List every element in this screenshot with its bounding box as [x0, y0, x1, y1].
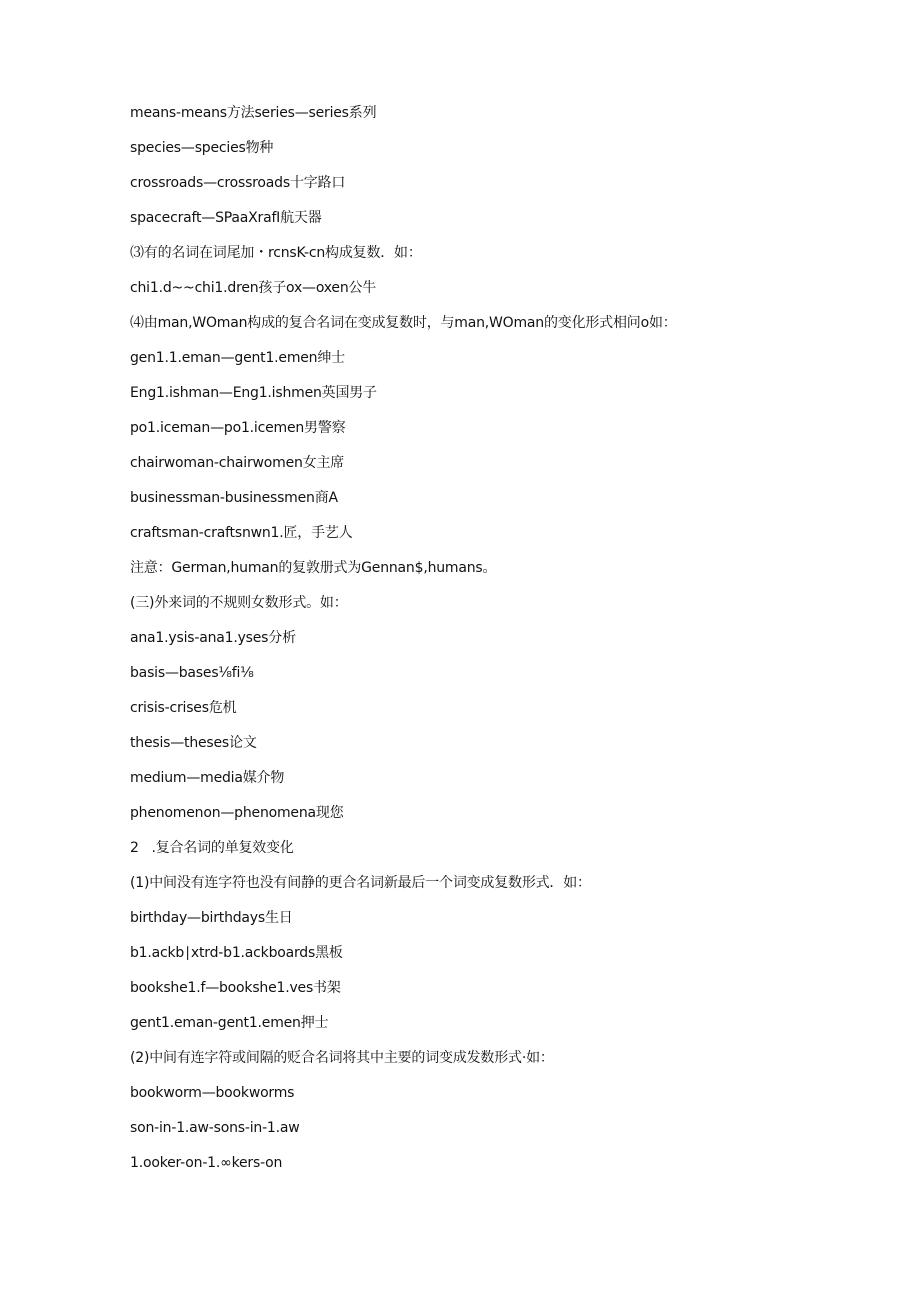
text-line: birthday—birthdays生日 — [130, 910, 293, 926]
text-line: crisis-crises危机 — [130, 700, 237, 716]
text-line: ana1.ysis-ana1.yses分析 — [130, 630, 296, 646]
text-line: businessman-businessmen商A — [130, 490, 338, 506]
text-line: bookworm—bookworms — [130, 1085, 295, 1101]
text-line: b1.ackb∣xtrd-b1.ackboards黑板 — [130, 945, 343, 961]
text-line: phenomenon—phenomena现您 — [130, 805, 344, 821]
text-line: chi1.d~~chi1.dren孩子ox—oxen公牛 — [130, 280, 377, 296]
text-line: 1.ooker-on-1.∞kers-on — [130, 1155, 283, 1171]
text-line: 2 .复合名词的单复效变化 — [130, 840, 294, 856]
text-line: Eng1.ishman—Eng1.ishmen英国男子 — [130, 385, 377, 401]
text-line: chairwoman-chairwomen女主席 — [130, 455, 345, 471]
document-body — [130, 103, 850, 1188]
text-line: (2)中间有连字符或间隔的贬合名词将其中主要的词变成发数形式·如： — [130, 1050, 554, 1066]
text-line: son-in-1.aw-sons-in-1.aw — [130, 1120, 300, 1136]
text-line: basis—bases⅛fi⅛ — [130, 665, 254, 681]
text-line: 注意：German,human的复敦册式为Gennan$,humans。 — [130, 560, 497, 576]
text-line: gen1.1.eman—gent1.emen绅士 — [130, 350, 345, 366]
text-line: po1.iceman—po1.icemen男警察 — [130, 420, 346, 436]
text-line: (三)外来词的不规则女数形式。如： — [130, 595, 348, 611]
text-line: spacecraft—SPaaXrafI航天器 — [130, 210, 322, 226]
text-line: species—species物种 — [130, 140, 274, 156]
text-line: means-means方法series—series系列 — [130, 105, 377, 121]
text-line: ⑶有的名词在词尾加・rcnsK-cn构成复数．如： — [130, 245, 422, 261]
text-line: bookshe1.f—bookshe1.ves书架 — [130, 980, 341, 996]
text-line: thesis—theses论文 — [130, 735, 257, 751]
text-line: medium—media媒介物 — [130, 770, 285, 786]
text-line: gent1.eman-gent1.emen押士 — [130, 1015, 329, 1031]
text-line: crossroads—crossroads十字路口 — [130, 175, 346, 191]
text-line: (1)中间没有连字符也没有间静的更合名词新最后一个词变成复数形式．如： — [130, 875, 591, 891]
text-line: ⑷由man,WOman构成的复合名词在变成复数时，与man,WOman的变化形式相问o如： — [130, 315, 677, 331]
text-line: craftsman-craftsnwn1.匠，手艺人 — [130, 525, 353, 541]
